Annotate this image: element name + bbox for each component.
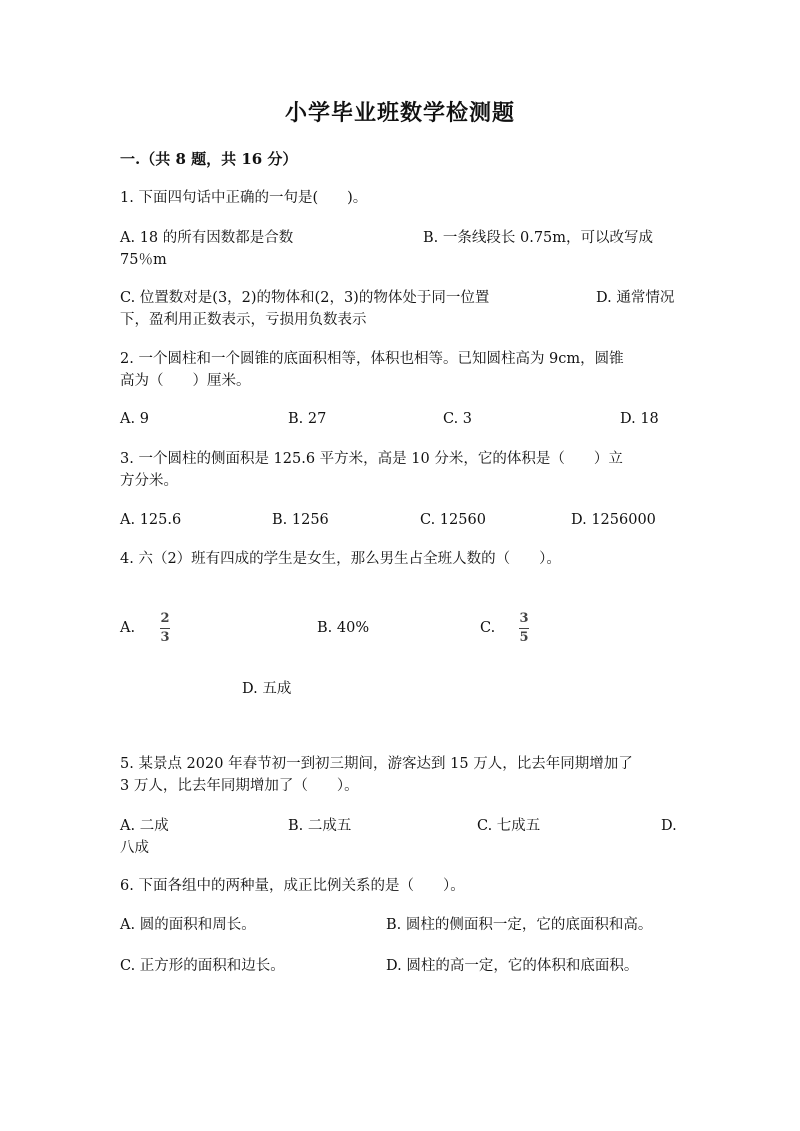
q4-option-a-label: A. [120,620,136,636]
q6-option-a: A. 圆的面积和周长。 [120,917,256,933]
q1-option-d: D. 通常情况 [596,290,675,306]
q2-option-b: B. 27 [288,411,327,427]
q1-option-d-continued: 下，盈利用正数表示，亏损用负数表示 [120,312,367,328]
q2-stem: 2. 一个圆柱和一个圆锥的底面积相等，体积也相等。已知圆柱高为 9cm，圆锥 [120,351,624,367]
q5-option-b: B. 二成五 [288,818,352,834]
q1-option-c: C. 位置数对是(3，2)的物体和(2，3)的物体处于同一位置 [120,290,490,306]
q2-option-a: A. 9 [120,411,149,427]
q3-option-d: D. 1256000 [571,512,656,528]
q5-stem: 5. 某景点 2020 年春节初一到初三期间，游客达到 15 万人，比去年同期增加了 [120,756,633,772]
q1-option-b-continued: 75％m [120,252,167,268]
q6-option-d: D. 圆柱的高一定，它的体积和底面积。 [386,958,639,974]
q4-option-c-label: C. [480,620,496,636]
q4-option-b: B. 40% [317,620,370,636]
q3-option-a: A. 125.6 [120,512,182,528]
q1-stem: 1. 下面四句话中正确的一句是( )。 [120,190,368,206]
q6-option-c: C. 正方形的面积和边长。 [120,958,285,974]
q3-stem-continued: 方分米。 [120,473,178,489]
q6-stem: 6. 下面各组中的两种量，成正比例关系的是（ ）。 [120,878,465,894]
q6-option-b: B. 圆柱的侧面积一定，它的底面积和高。 [386,917,653,933]
q4-option-d: D. 五成 [242,681,292,697]
q3-option-b: B. 1256 [272,512,329,528]
section-heading: 一.（共 8 题，共 16 分） [120,150,298,168]
q3-option-c: C. 12560 [420,512,486,528]
q4-stem: 4. 六（2）班有四成的学生是女生，那么男生占全班人数的（ ）。 [120,551,561,567]
q3-stem: 3. 一个圆柱的侧面积是 125.6 平方米，高是 10 分米，它的体积是（ ）立 [120,451,623,467]
q4-option-a-denominator: 3 [160,630,170,645]
fraction-bar [160,628,170,629]
q5-option-d-continued: 八成 [120,840,149,856]
q2-option-d: D. 18 [620,411,659,427]
q4-option-c-fraction [519,612,529,645]
q2-option-c: C. 3 [443,411,473,427]
q5-option-c: C. 七成五 [477,818,541,834]
q1-option-a: A. 18 的所有因数都是合数 [120,230,294,246]
q2-stem-continued: 高为（ ）厘米。 [120,373,251,389]
q5-option-d: D. [661,818,677,834]
q5-option-a: A. 二成 [120,818,169,834]
q4-option-a-fraction [160,612,170,645]
q4-option-c-denominator: 5 [519,630,529,645]
q4-option-a-numerator: 2 [160,611,170,626]
q5-stem-continued: 3 万人，比去年同期增加了（ ）。 [120,778,359,794]
page-title: 小学毕业班数学检测题 [284,100,515,126]
q1-option-b: B. 一条线段长 0.75m，可以改写成 [423,230,654,246]
fraction-bar [519,628,529,629]
q4-option-c-numerator: 3 [519,611,529,626]
